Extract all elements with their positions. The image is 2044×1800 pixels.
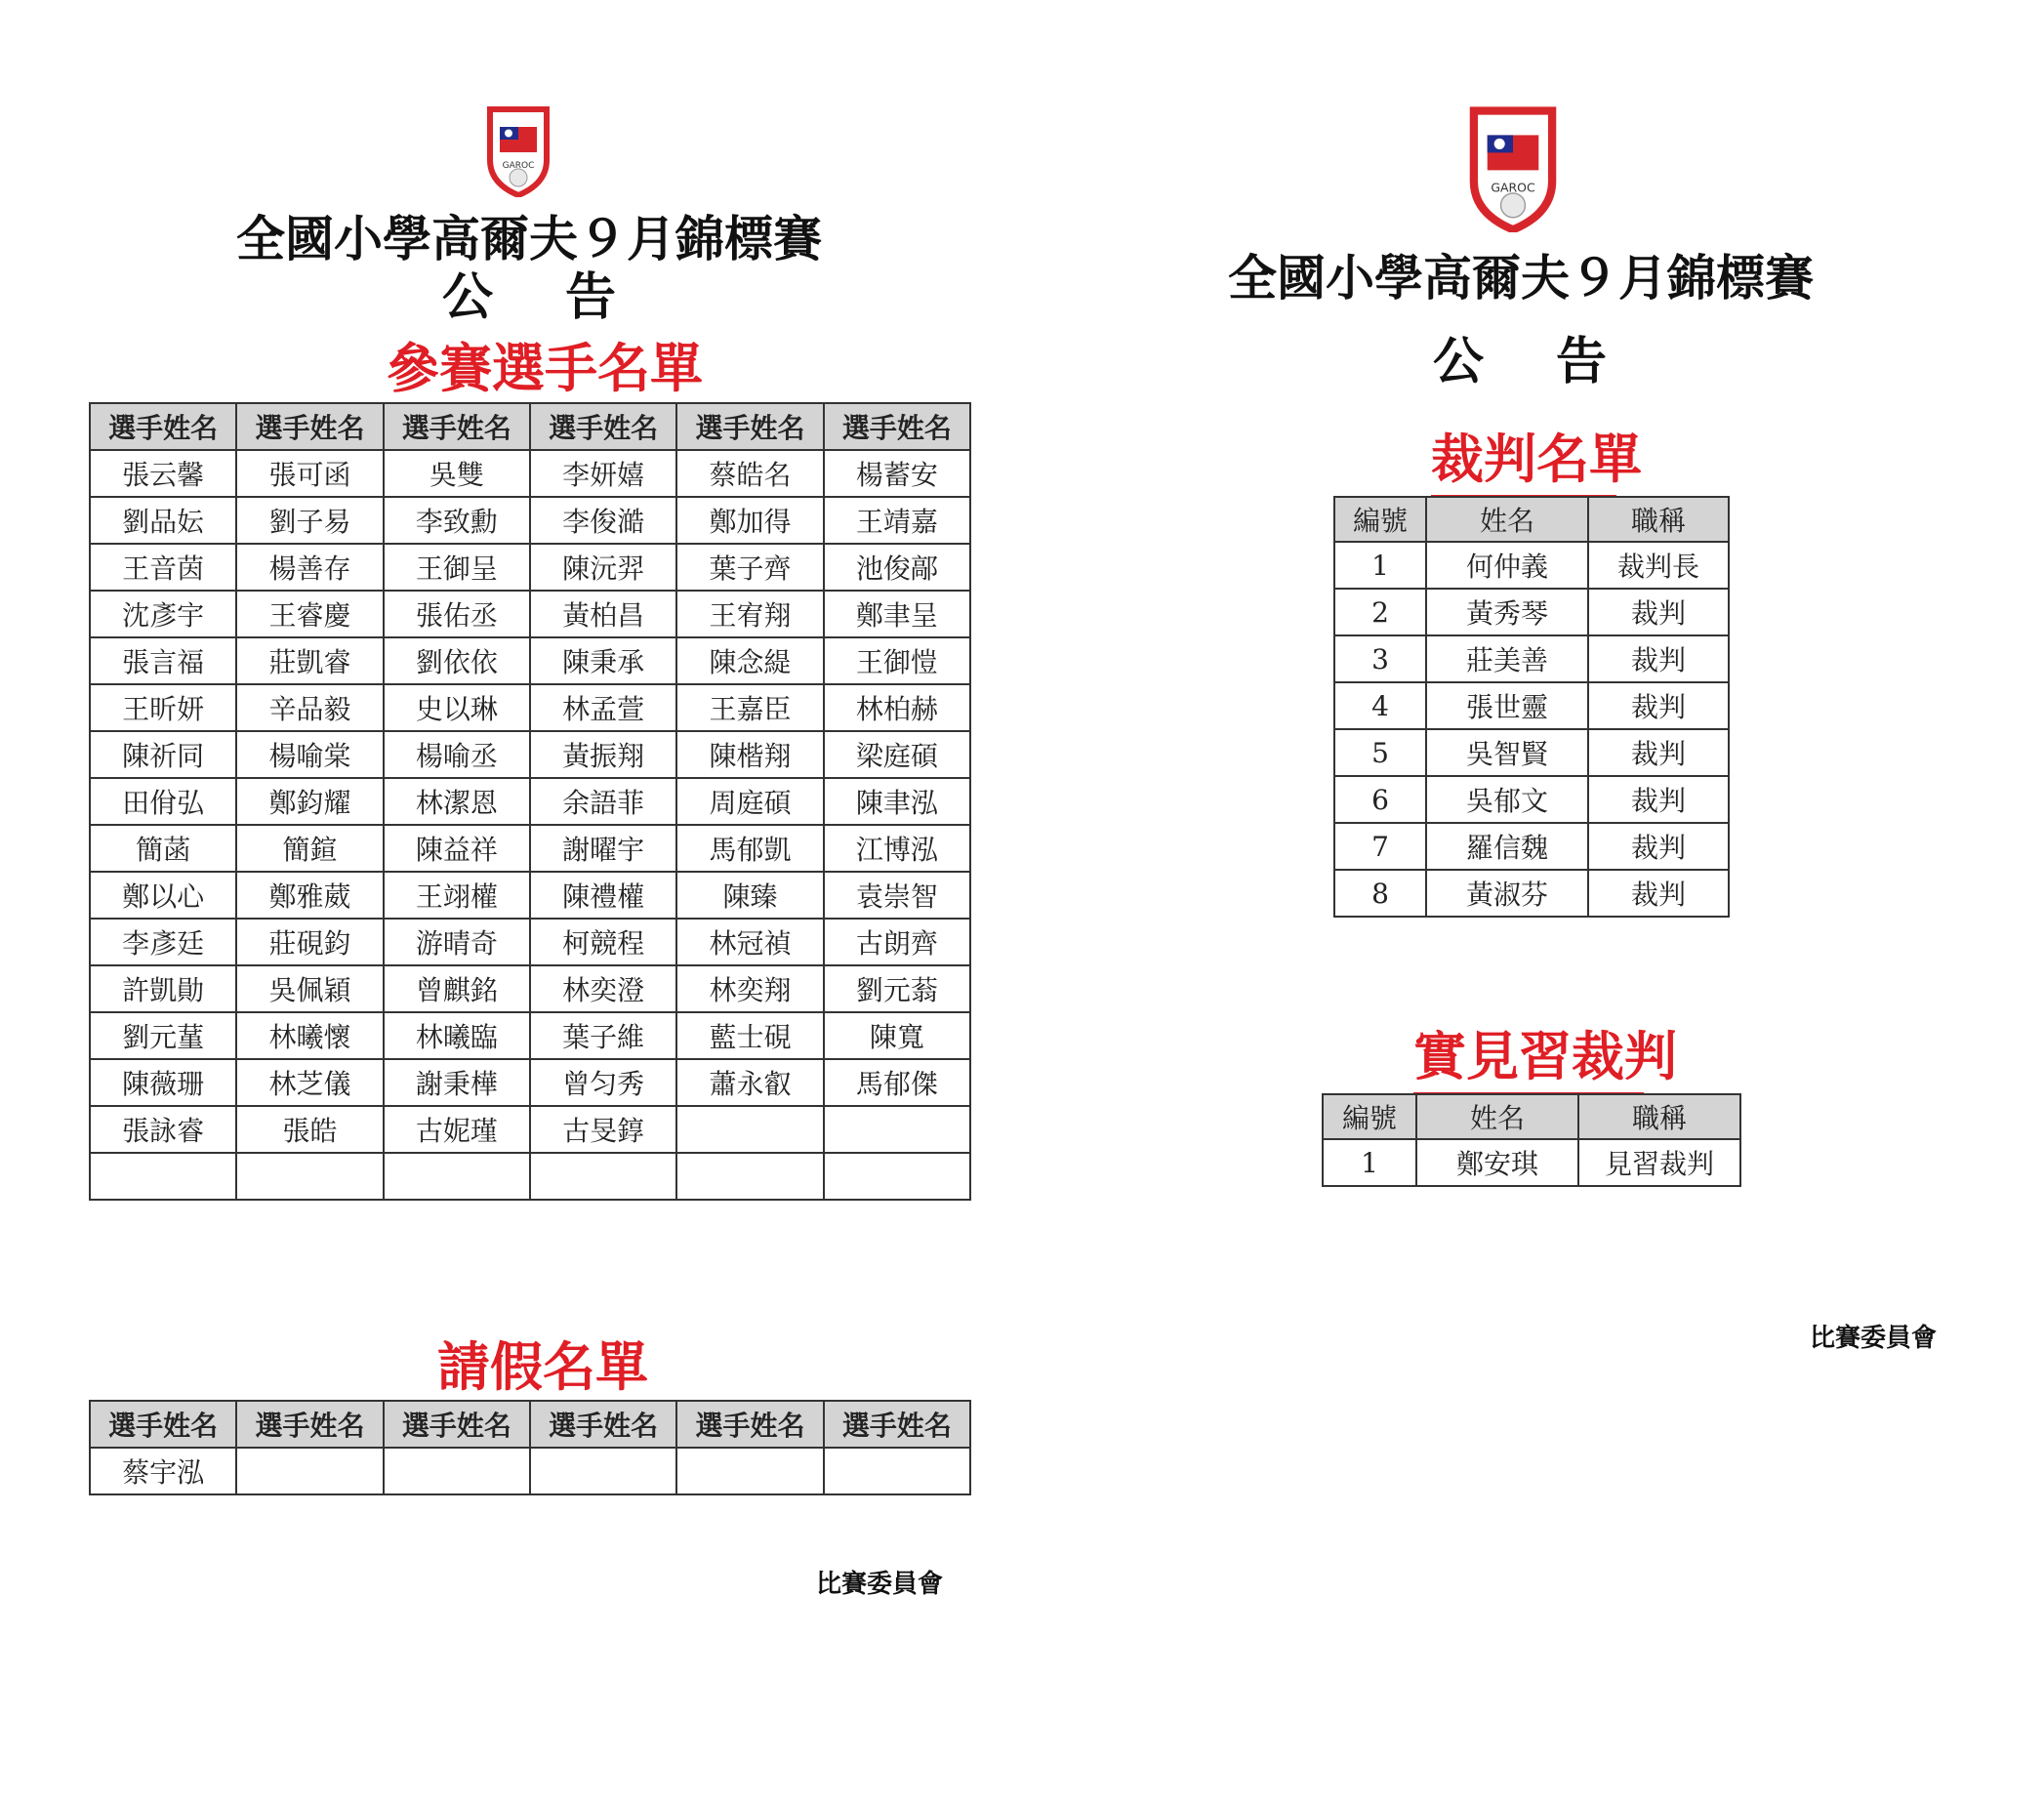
participant-name-cell	[824, 1106, 970, 1153]
participant-name-cell: 莊硯鈞	[236, 919, 383, 965]
leave-name-cell	[824, 1448, 970, 1494]
participant-name-cell	[676, 1153, 823, 1200]
participant-name-cell: 劉元蓳	[90, 1012, 236, 1059]
participant-row	[90, 450, 970, 497]
referee-cell: 吳郁文	[1426, 776, 1588, 823]
participant-name-cell: 古旻錞	[530, 1106, 676, 1153]
referees-heading-text: 裁判名單	[1431, 429, 1642, 490]
participant-name-cell: 古朗齊	[824, 919, 970, 965]
participant-name-cell: 古妮瑾	[384, 1106, 530, 1153]
participant-name-cell: 楊蓄安	[824, 450, 970, 497]
leave-name-cell	[384, 1448, 530, 1494]
referee-row	[1334, 776, 1729, 823]
referee-cell: 何仲義	[1426, 542, 1588, 589]
participant-name-cell: 劉依依	[384, 637, 530, 684]
left-subtitle: 公 告	[441, 268, 644, 327]
participant-row	[90, 684, 970, 731]
leave-row	[90, 1448, 970, 1494]
trainee-header-row	[1323, 1094, 1740, 1139]
garoc-shield-icon	[486, 105, 551, 197]
participant-name-cell: 池俊鄗	[824, 544, 970, 591]
participants-header-cell: 選手姓名	[676, 403, 823, 450]
participant-name-cell: 陳楷翔	[676, 731, 823, 778]
referees-body	[1334, 542, 1729, 917]
participant-row	[90, 1153, 970, 1200]
participant-name-cell: 王靖嘉	[824, 497, 970, 544]
participant-name-cell: 王御愷	[824, 637, 970, 684]
leave-heading-text: 請假名單	[437, 1336, 648, 1398]
participant-name-cell: 劉子易	[236, 497, 383, 544]
participant-name-cell: 王御呈	[384, 544, 530, 591]
leave-header-cell: 選手姓名	[384, 1401, 530, 1448]
left-title: 全國小學高爾夫９月錦標賽	[236, 211, 822, 267]
trainee-heading-text: 實見習裁判	[1413, 1026, 1677, 1087]
participant-name-cell: 許凱勛	[90, 965, 236, 1012]
referee-cell: 裁判	[1588, 776, 1729, 823]
participant-row	[90, 825, 970, 872]
participant-name-cell: 王睿慶	[236, 591, 383, 637]
participant-name-cell: 李妍嬉	[530, 450, 676, 497]
participant-name-cell: 簡菡	[90, 825, 236, 872]
referee-cell: 3	[1334, 635, 1426, 682]
participant-name-cell: 梁庭碩	[824, 731, 970, 778]
participant-name-cell: 葉子齊	[676, 544, 823, 591]
referee-cell: 裁判	[1588, 589, 1729, 635]
participants-heading	[387, 327, 703, 408]
participant-name-cell: 葉子維	[530, 1012, 676, 1059]
participant-name-cell: 馬郁凱	[676, 825, 823, 872]
referee-cell: 1	[1334, 542, 1426, 589]
leave-header-cell: 選手姓名	[530, 1401, 676, 1448]
participant-name-cell: 王音茵	[90, 544, 236, 591]
participant-name-cell: 黃振翔	[530, 731, 676, 778]
participant-name-cell: 楊喻棠	[236, 731, 383, 778]
participant-name-cell: 陳念緹	[676, 637, 823, 684]
referees-header-cell: 編號	[1334, 497, 1426, 542]
referee-row	[1334, 682, 1729, 729]
referee-cell: 裁判	[1588, 823, 1729, 870]
referee-row	[1334, 870, 1729, 917]
participant-name-cell: 陳祈同	[90, 731, 236, 778]
trainee-heading	[1413, 1015, 1677, 1096]
participant-row	[90, 778, 970, 825]
trainee-header-cell: 姓名	[1416, 1094, 1578, 1139]
participant-name-cell: 余語菲	[530, 778, 676, 825]
right-committee: 比賽委員會	[1810, 1324, 1938, 1353]
participant-name-cell	[676, 1106, 823, 1153]
trainee-header-cell: 編號	[1323, 1094, 1416, 1139]
participant-name-cell: 林孟萱	[530, 684, 676, 731]
participant-name-cell: 陳益祥	[384, 825, 530, 872]
trainee-row	[1323, 1139, 1740, 1186]
participant-name-cell: 沈彥宇	[90, 591, 236, 637]
participant-name-cell: 江博泓	[824, 825, 970, 872]
participant-name-cell: 張皓	[236, 1106, 383, 1153]
participant-name-cell: 林柏赫	[824, 684, 970, 731]
leave-header-cell: 選手姓名	[90, 1401, 236, 1448]
participant-name-cell: 謝曜宇	[530, 825, 676, 872]
leave-table	[89, 1400, 971, 1495]
participant-name-cell: 蔡皓名	[676, 450, 823, 497]
referee-cell: 裁判長	[1588, 542, 1729, 589]
participant-name-cell: 周庭碩	[676, 778, 823, 825]
referee-cell: 吳智賢	[1426, 729, 1588, 776]
participant-row	[90, 965, 970, 1012]
participant-name-cell	[384, 1153, 530, 1200]
participant-name-cell: 鄭聿呈	[824, 591, 970, 637]
participant-name-cell: 陳寬	[824, 1012, 970, 1059]
participant-name-cell: 王昕妍	[90, 684, 236, 731]
participant-row	[90, 497, 970, 544]
leave-header-cell: 選手姓名	[824, 1401, 970, 1448]
referee-cell: 8	[1334, 870, 1426, 917]
leave-name-cell	[676, 1448, 823, 1494]
referee-row	[1334, 589, 1729, 635]
garoc-shield-icon	[1468, 105, 1558, 232]
trainee-cell: 見習裁判	[1578, 1139, 1740, 1186]
participants-header-cell: 選手姓名	[90, 403, 236, 450]
participant-name-cell: 林曦懷	[236, 1012, 383, 1059]
leave-name-cell: 蔡宇泓	[90, 1448, 236, 1494]
left-committee: 比賽委員會	[816, 1570, 944, 1599]
referee-cell: 黃淑芬	[1426, 870, 1588, 917]
participant-name-cell: 楊喻丞	[384, 731, 530, 778]
participants-table	[89, 402, 971, 1201]
leave-body	[90, 1448, 970, 1494]
referees-header-cell: 姓名	[1426, 497, 1588, 542]
participant-name-cell: 史以琳	[384, 684, 530, 731]
participant-name-cell: 王宥翔	[676, 591, 823, 637]
participant-name-cell: 鄭鈞耀	[236, 778, 383, 825]
participant-name-cell: 莊凱睿	[236, 637, 383, 684]
participant-name-cell: 陳薇珊	[90, 1059, 236, 1106]
participant-name-cell: 林奕澄	[530, 965, 676, 1012]
participant-name-cell: 曾麒銘	[384, 965, 530, 1012]
participant-name-cell: 王嘉臣	[676, 684, 823, 731]
participant-name-cell: 鄭加得	[676, 497, 823, 544]
participant-name-cell: 王翊權	[384, 872, 530, 919]
referee-cell: 裁判	[1588, 682, 1729, 729]
participant-name-cell: 藍士硯	[676, 1012, 823, 1059]
referee-cell: 裁判	[1588, 729, 1729, 776]
referee-row	[1334, 823, 1729, 870]
right-title: 全國小學高爾夫９月錦標賽	[1228, 250, 1814, 307]
trainee-table	[1322, 1093, 1741, 1187]
participant-name-cell: 簡鍹	[236, 825, 383, 872]
participant-name-cell: 吳佩穎	[236, 965, 383, 1012]
participant-name-cell: 馬郁傑	[824, 1059, 970, 1106]
trainee-cell: 鄭安琪	[1416, 1139, 1578, 1186]
participant-row	[90, 1106, 970, 1153]
participant-row	[90, 1059, 970, 1106]
participants-header-cell: 選手姓名	[384, 403, 530, 450]
logo-text: GAROC	[502, 161, 535, 171]
participant-name-cell: 謝秉樺	[384, 1059, 530, 1106]
participant-name-cell: 李致勳	[384, 497, 530, 544]
participants-header-cell: 選手姓名	[824, 403, 970, 450]
participant-name-cell: 林芝儀	[236, 1059, 383, 1106]
participant-name-cell: 張詠睿	[90, 1106, 236, 1153]
referees-table	[1333, 496, 1730, 918]
referees-heading	[1431, 418, 1642, 499]
participant-name-cell: 陳臻	[676, 872, 823, 919]
participant-name-cell: 張云馨	[90, 450, 236, 497]
participant-name-cell: 劉品妘	[90, 497, 236, 544]
referee-cell: 裁判	[1588, 870, 1729, 917]
participant-name-cell: 鄭以心	[90, 872, 236, 919]
participant-name-cell: 黃柏昌	[530, 591, 676, 637]
participant-name-cell: 林冠禎	[676, 919, 823, 965]
participant-name-cell	[530, 1153, 676, 1200]
leave-header-row	[90, 1401, 970, 1448]
referee-cell: 莊美善	[1426, 635, 1588, 682]
participant-row	[90, 544, 970, 591]
participant-name-cell: 游晴奇	[384, 919, 530, 965]
participant-name-cell: 陳禮權	[530, 872, 676, 919]
participant-name-cell: 陳聿泓	[824, 778, 970, 825]
logo-text: GAROC	[1491, 180, 1535, 195]
participant-name-cell: 蕭永叡	[676, 1059, 823, 1106]
trainee-header-cell: 職稱	[1578, 1094, 1740, 1139]
referee-cell: 裁判	[1588, 635, 1729, 682]
participant-name-cell: 張佑丞	[384, 591, 530, 637]
participant-name-cell: 李俊澔	[530, 497, 676, 544]
referee-cell: 2	[1334, 589, 1426, 635]
referee-cell: 6	[1334, 776, 1426, 823]
participant-name-cell	[236, 1153, 383, 1200]
participant-name-cell: 劉元蓊	[824, 965, 970, 1012]
referee-cell: 5	[1334, 729, 1426, 776]
participant-row	[90, 1012, 970, 1059]
participant-row	[90, 637, 970, 684]
trainee-body	[1323, 1139, 1740, 1186]
participant-name-cell	[90, 1153, 236, 1200]
participant-row	[90, 591, 970, 637]
participants-body	[90, 450, 970, 1200]
right-subtitle: 公 告	[1432, 333, 1635, 391]
participant-name-cell: 林奕翔	[676, 965, 823, 1012]
referee-cell: 羅信魏	[1426, 823, 1588, 870]
participant-name-cell: 田佾弘	[90, 778, 236, 825]
participant-name-cell: 鄭雅葳	[236, 872, 383, 919]
left-logo	[486, 105, 551, 197]
participants-header-cell: 選手姓名	[530, 403, 676, 450]
referee-row	[1334, 635, 1729, 682]
leave-name-cell	[236, 1448, 383, 1494]
participant-row	[90, 731, 970, 778]
participants-header-row	[90, 403, 970, 450]
leave-header-cell: 選手姓名	[676, 1401, 823, 1448]
participant-name-cell: 林曦臨	[384, 1012, 530, 1059]
referee-cell: 黃秀琴	[1426, 589, 1588, 635]
participant-name-cell: 楊善存	[236, 544, 383, 591]
participant-name-cell: 陳沅羿	[530, 544, 676, 591]
participants-header-cell: 選手姓名	[236, 403, 383, 450]
trainee-cell: 1	[1323, 1139, 1416, 1186]
referee-row	[1334, 729, 1729, 776]
referee-cell: 4	[1334, 682, 1426, 729]
participant-name-cell: 張可函	[236, 450, 383, 497]
referee-row	[1334, 542, 1729, 589]
participant-name-cell: 陳秉承	[530, 637, 676, 684]
referee-cell: 7	[1334, 823, 1426, 870]
leave-heading	[437, 1326, 648, 1407]
participant-name-cell: 辛品毅	[236, 684, 383, 731]
participant-row	[90, 872, 970, 919]
participant-name-cell: 李彥廷	[90, 919, 236, 965]
referees-header-cell: 職稱	[1588, 497, 1729, 542]
participant-name-cell: 袁崇智	[824, 872, 970, 919]
referee-cell: 張世靈	[1426, 682, 1588, 729]
participant-name-cell: 柯競程	[530, 919, 676, 965]
leave-header-cell: 選手姓名	[236, 1401, 383, 1448]
participant-name-cell: 林潔恩	[384, 778, 530, 825]
participants-heading-text: 參賽選手名單	[387, 338, 703, 399]
participant-name-cell: 張言福	[90, 637, 236, 684]
referees-header-row	[1334, 497, 1729, 542]
right-logo	[1468, 105, 1558, 232]
participant-name-cell	[824, 1153, 970, 1200]
participant-name-cell: 曾匀秀	[530, 1059, 676, 1106]
participant-row	[90, 919, 970, 965]
leave-name-cell	[530, 1448, 676, 1494]
participant-name-cell: 吳雙	[384, 450, 530, 497]
